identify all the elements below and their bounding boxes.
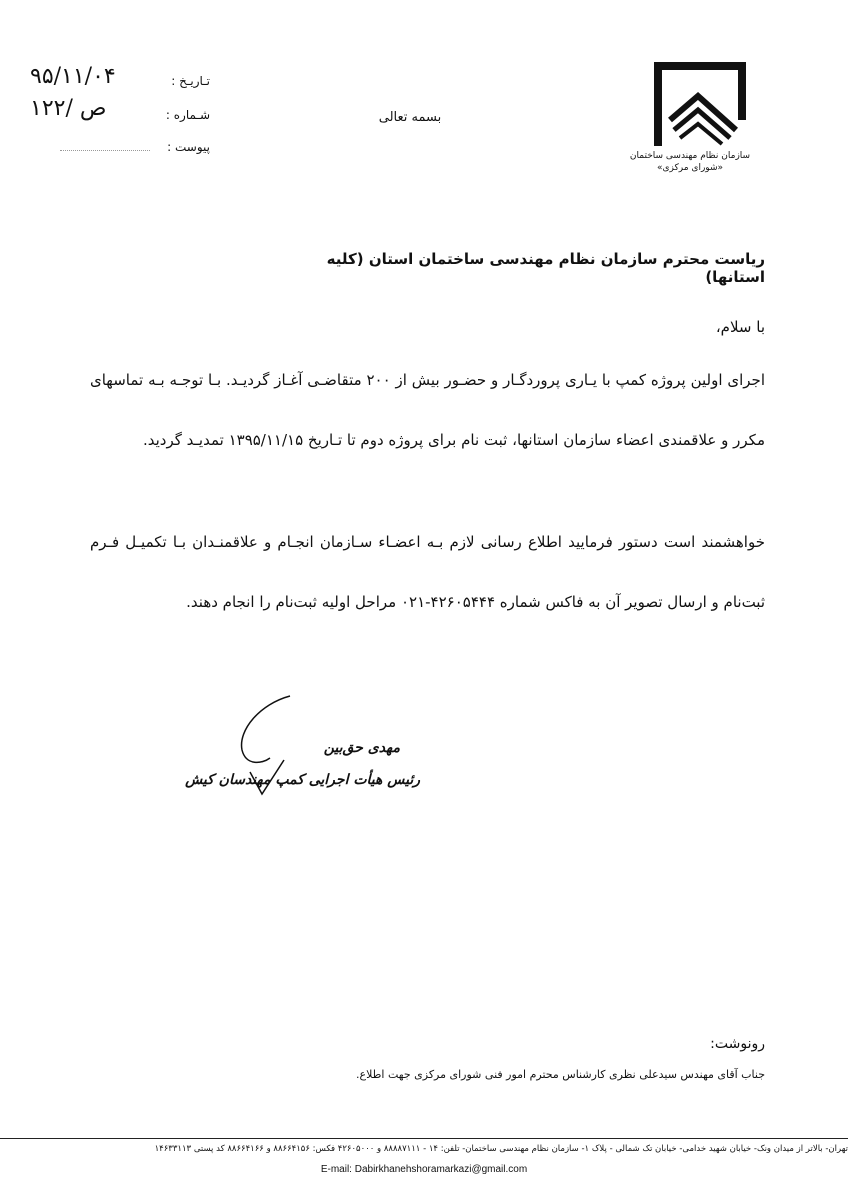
number-value: ۱۲۲/ ص	[30, 96, 107, 121]
body-paragraph-2: خواهشمند است دستور فرمایید اطلاع رسانی لازم بـه اعضـاء سـازمان انجـام و علاقمنـدان بـا تکمیـل فـرم ثبت‌نام و ارسال تصویر آن به فاکس شماره ۴۲۶۰۵۴۴۴-۰۲۱ مراحل اولیه ثبت‌نام را انجام دهند.	[90, 533, 765, 611]
number-label: شـماره :	[165, 108, 210, 122]
organization-name-line2: «شورای مرکزی»	[656, 163, 724, 173]
footer-email: E-mail: Dabirkhanehshoramarkazi@gmail.com	[320, 1164, 528, 1175]
attachment-blank	[60, 150, 150, 152]
cc-recipient-line: جناب آقای مهندس سیدعلی نظری کارشناس محترم امور فنی شورای مرکزی جهت اطلاع.	[356, 1068, 765, 1081]
salutation: با سلام،	[715, 318, 765, 336]
signer-title: رئیس هیأت اجرایی کمپ مهندسان کیش	[185, 772, 420, 788]
recipient-heading: ریاست محترم سازمان نظام مهندسی ساختمان استان (کلیه استانها)	[326, 250, 765, 286]
attachment-label: پیوست :	[167, 140, 210, 154]
cc-title: رونوشت:	[710, 1036, 765, 1052]
signer-name: مهدی حق‌بین	[323, 740, 400, 756]
organization-logo-icon	[650, 58, 750, 148]
footer-divider	[0, 1138, 848, 1139]
date-value: ۹۵/۱۱/۰۴	[30, 64, 116, 89]
organization-name	[620, 150, 760, 174]
body-paragraph-1: اجرای اولین پروژه کمپ با یـاری پروردگـار و حضـور بیش از ۲۰۰ متقاضـی آغـاز گردیـد. بـا توجـه بـه تماسهای مکرر و علاقمندی اعضاء سازمان استانها، ثبت نام برای پروژه دوم تا تـاریخ ۱۳۹۵/۱۱/۱۵ تمدیـد گردید.	[90, 371, 765, 449]
organization-name-line1: سازمان نظام مهندسی ساختمان	[629, 151, 751, 161]
bismillah-heading: بسمه تعالی	[378, 110, 442, 125]
footer-address: تهران- بالاتر از میدان ونک- خیابان شهید خدامی- خیابان تک شمالی - پلاک ۱- سازمان نظام مهندسی ساختمان- تلفن: ۱۴ - ۸۸۸۸۷۱۱۱ و ۴۲۶۰۵۰۰۰ فکس: ۸۸۶۶۴۱۵۶ و ۸۸۶۶۴۱۶۶ کد پستی ۱۴۶۳۳۱۱۳	[154, 1144, 848, 1154]
date-label: تـاریـخ :	[171, 74, 210, 88]
